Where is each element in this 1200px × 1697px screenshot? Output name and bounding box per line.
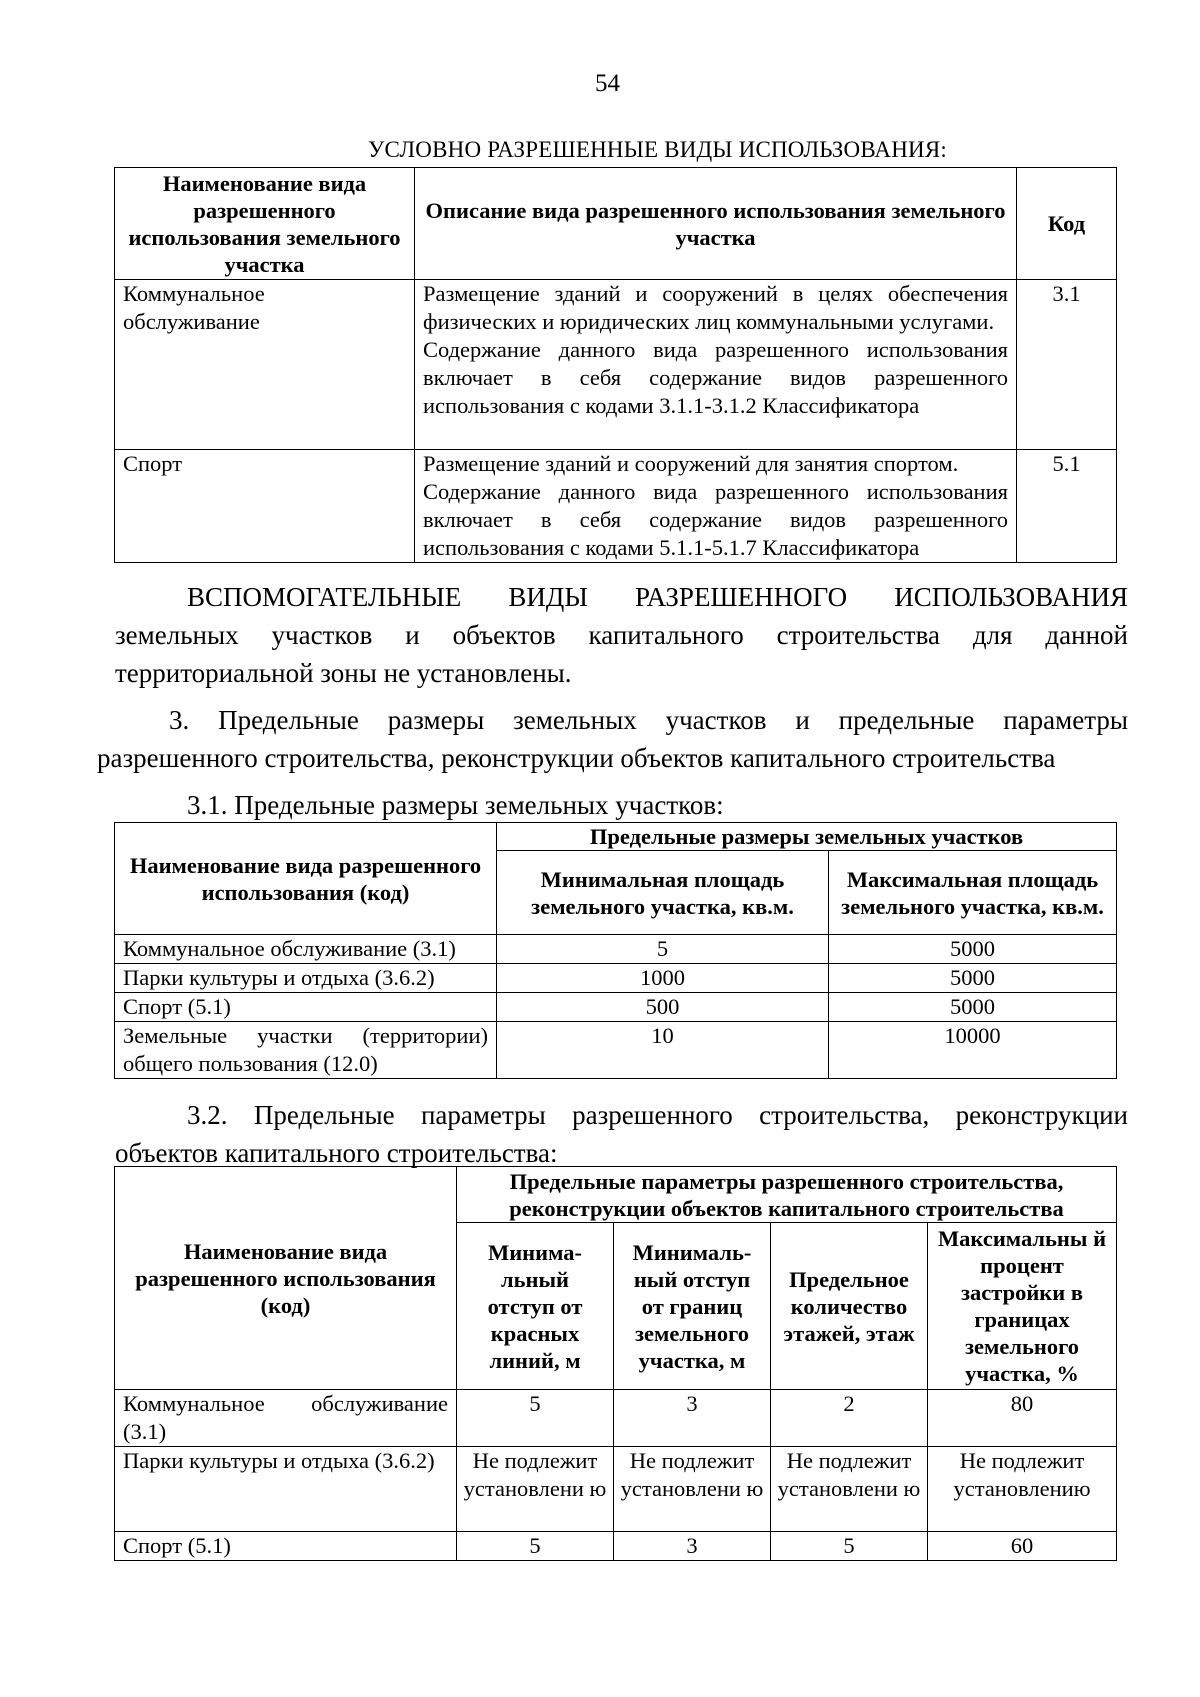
param-value: Не подлежит установлени ю [614, 1447, 771, 1532]
table-row [115, 450, 1117, 563]
use-name: Коммунальное обслуживание (3.1) [115, 935, 497, 964]
table1-caption: УСЛОВНО РАЗРЕШЕННЫЕ ВИДЫ ИСПОЛЬЗОВАНИЯ: [368, 137, 947, 162]
table-header-row [115, 1167, 1117, 1223]
header-group: Предельные параметры разрешенного строительства, реконструкции объектов капитального строительства [457, 1167, 1117, 1223]
description-text: Содержание данного вида разрешенного использования включает в себя содержание видов разрешенного использования с кодами 5.1.1-5.1.7 Классификатора [423, 479, 1008, 560]
auxiliary-uses-paragraph: ВСПОМОГАТЕЛЬНЫЕ ВИДЫ РАЗРЕШЕННОГО ИСПОЛЬЗОВАНИЯ земельных участков и объектов капитального строительства для данной территориальной зоны не установлены. [115, 582, 1128, 688]
header-max-area: Максимальная площадь земельного участка, кв.м. [829, 851, 1117, 935]
param-value: 5 [457, 1390, 614, 1447]
param-value: 5 [771, 1532, 928, 1561]
table-row [115, 1022, 1117, 1079]
param-value: 3 [614, 1390, 771, 1447]
table-header-row [115, 168, 1117, 280]
header-min-setback-boundaries: Минималь-ный отступ от границ земельного участка, м [614, 1223, 771, 1390]
header-min-area: Минимальная площадь земельного участка, кв.м. [497, 851, 829, 935]
use-name: Парки культуры и отдыха (3.6.2) [115, 1447, 457, 1532]
table-row [115, 964, 1117, 993]
use-name: Коммунальное обслуживание (3.1) [115, 1390, 457, 1447]
use-description [415, 450, 1017, 563]
min-area: 500 [497, 993, 829, 1022]
use-name: Спорт (5.1) [115, 1532, 457, 1561]
land-plot-sizes-table [114, 822, 1117, 1079]
table-row [115, 935, 1117, 964]
header-group: Предельные размеры земельных участков [497, 823, 1117, 851]
table-row [115, 993, 1117, 1022]
param-value: 2 [771, 1390, 928, 1447]
description-text: Содержание данного вида разрешенного использования включает в себя содержание видов разрешенного использования с кодами 3.1.1-3.1.2 Классификатора [423, 337, 1008, 418]
header-max-coverage: Максимальны й процент застройки в границах земельного участка, % [928, 1223, 1117, 1390]
header-use-name: Наименование вида разрешенного использования земельного участка [115, 168, 415, 280]
use-name: Парки культуры и отдыха (3.6.2) [115, 964, 497, 993]
page-number: 54 [595, 70, 620, 97]
header-min-setback-red-lines: Минима-льный отступ от красных линий, м [457, 1223, 614, 1390]
use-name: Земельные участки (территории) общего пользования (12.0) [115, 1022, 497, 1079]
max-area: 5000 [829, 935, 1117, 964]
max-area: 5000 [829, 993, 1117, 1022]
description-text: Размещение зданий и сооружений в целях обеспечения физических и юридических лиц коммунальными услугами. [423, 281, 1008, 334]
table-row [115, 280, 1117, 450]
min-area: 5 [497, 935, 829, 964]
use-name: Спорт (5.1) [115, 993, 497, 1022]
param-value: 5 [457, 1532, 614, 1561]
header-description: Описание вида разрешенного использования земельного участка [415, 168, 1017, 280]
table-header-row [115, 823, 1117, 851]
min-area: 10 [497, 1022, 829, 1079]
max-area: 5000 [829, 964, 1117, 993]
table-row [115, 1532, 1117, 1561]
param-value: Не подлежит установлени ю [457, 1447, 614, 1532]
min-area: 1000 [497, 964, 829, 993]
header-code: Код [1017, 168, 1117, 280]
section-3-1-title: 3.1. Предельные размеры земельных участков: [187, 790, 724, 820]
section-3-paragraph: 3. Предельные размеры земельных участков и предельные параметры разрешенного строительства, реконструкции объектов капитального строительства [97, 705, 1128, 773]
description-text: Размещение зданий и сооружений для занятия спортом. [423, 451, 959, 476]
table-row [115, 1390, 1117, 1447]
param-value: Не подлежит установлению [928, 1447, 1117, 1532]
param-value: Не подлежит установлени ю [771, 1447, 928, 1532]
header-use-name: Наименование вида разрешенного использования (код) [115, 1167, 457, 1390]
param-value: 3 [614, 1532, 771, 1561]
header-use-name: Наименование вида разрешенного использования (код) [115, 823, 497, 935]
use-code: 3.1 [1017, 280, 1117, 450]
permitted-uses-table [114, 167, 1117, 563]
construction-parameters-table [114, 1166, 1117, 1561]
param-value: 60 [928, 1532, 1117, 1561]
use-description [415, 280, 1017, 450]
use-name: Спорт [115, 450, 415, 563]
max-area: 10000 [829, 1022, 1117, 1079]
header-max-floors: Предельное количество этажей, этаж [771, 1223, 928, 1390]
use-code: 5.1 [1017, 450, 1117, 563]
use-name: Коммунальное обслуживание [115, 280, 415, 450]
table-row [115, 1447, 1117, 1532]
param-value: 80 [928, 1390, 1117, 1447]
section-3-2-paragraph: 3.2. Предельные параметры разрешенного строительства, реконструкции объектов капитального строительства: [115, 1100, 1128, 1168]
